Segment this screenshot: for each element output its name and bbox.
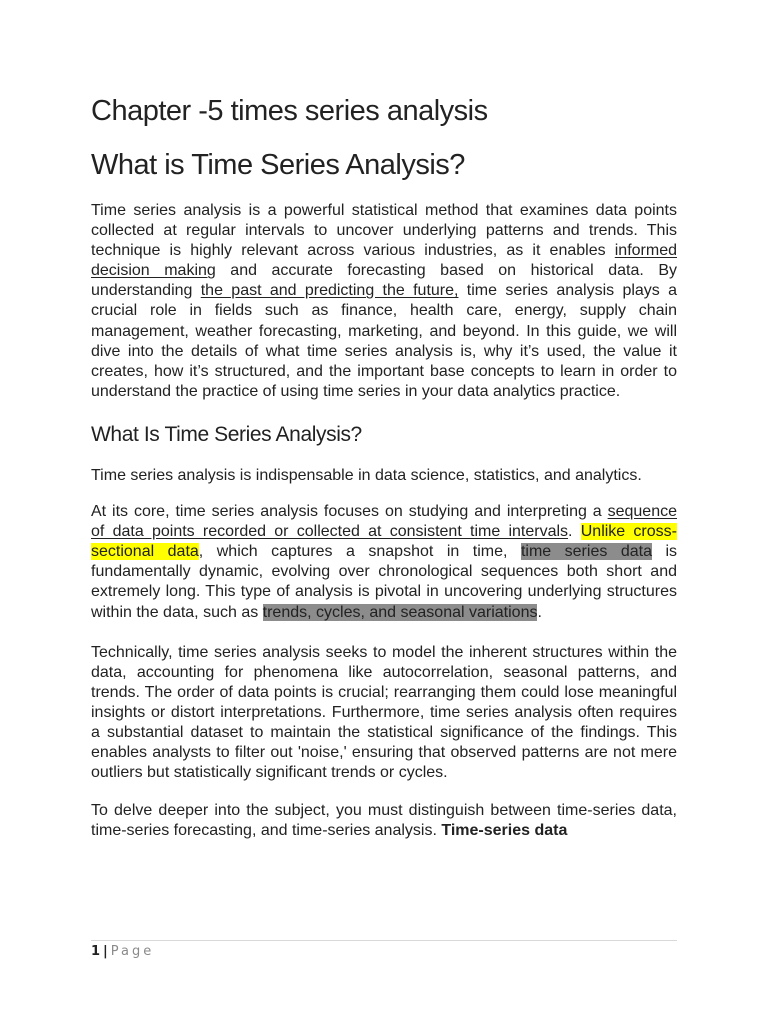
intro-text-a: Time series analysis is a powerful statistical method that examines data points collected at regular intervals to uncover underlying patterns and trends. This technique is highly relevant across various industries, as it enables [91,202,677,260]
highlight-trends-cycles: trends, cycles, and seasonal variations [262,603,538,621]
paragraph-technically: Technically, time series analysis seeks to model the inherent structures within the data, accounting for phenomena like autocorrelation, seasonal patterns, and trends. The order of data points is crucial; rearranging them could lose meaningful insights or distort interpretations. Furthermore, time series analysis often requires a substantial dataset to maintain the statistical significance of the findings. This enables analysts to filter out 'noise,' ensuring that observed patterns are not mere outliers but statistically significant trends or cycles. [91,643,677,782]
core-text-e: . [537,603,542,621]
footer-separator: | [103,944,108,959]
core-text-a: At its core, time series analysis focuses on studying and interpreting a [91,503,608,521]
intro-text-c: time series analysis plays a crucial role in fields such as finance, health care, energy, supply chain management, weather forecasting, marketing, and beyond. In this guide, we will dive into the details of what time series analysis is, why it’s used, the value it creates, how it’s structured, and the important base concepts to learn in order to understand the practice of using time series in your data analytics practice. [91,282,678,400]
subheading: What Is Time Series Analysis? [91,422,362,446]
paragraph-delve [91,801,677,841]
core-text-d: is fundamentally dynamic, evolving over chronological sequences both short and extremely long. This type of analysis is pivotal in uncovering underlying structures within the data, such as [91,543,678,621]
core-text-c: , which captures a snapshot in time, [198,543,521,561]
highlight-cross-sectional: Unlike cross-sectional data [91,523,677,561]
paragraph-core [91,502,677,623]
page-content [91,91,677,841]
section-title: What is Time Series Analysis? [91,149,465,181]
intro-text-b: and accurate forecasting based on historical data. By understanding [91,262,677,300]
page-footer [91,940,677,961]
page-label: Page [110,944,155,959]
delve-bold: Time-series data [441,822,568,840]
highlight-time-series-data: time series data [520,543,652,561]
past-future-link[interactable]: the past and predicting the future, [200,282,459,300]
page-number: 1 [91,944,101,959]
delve-text: To delve deeper into the subject, you must distinguish between time-series data, time-series forecasting, and time-series analysis. [91,802,677,840]
intro-paragraph [91,201,677,402]
core-text-b: . [568,523,581,541]
paragraph-indispensable: Time series analysis is indispensable in data science, statistics, and analytics. [91,466,642,484]
informed-decision-link[interactable]: informed decision making [91,242,677,280]
chapter-title: Chapter -5 times series analysis [91,95,488,127]
sequence-link[interactable]: sequence of data points recorded or collected at consistent time intervals [91,503,677,541]
